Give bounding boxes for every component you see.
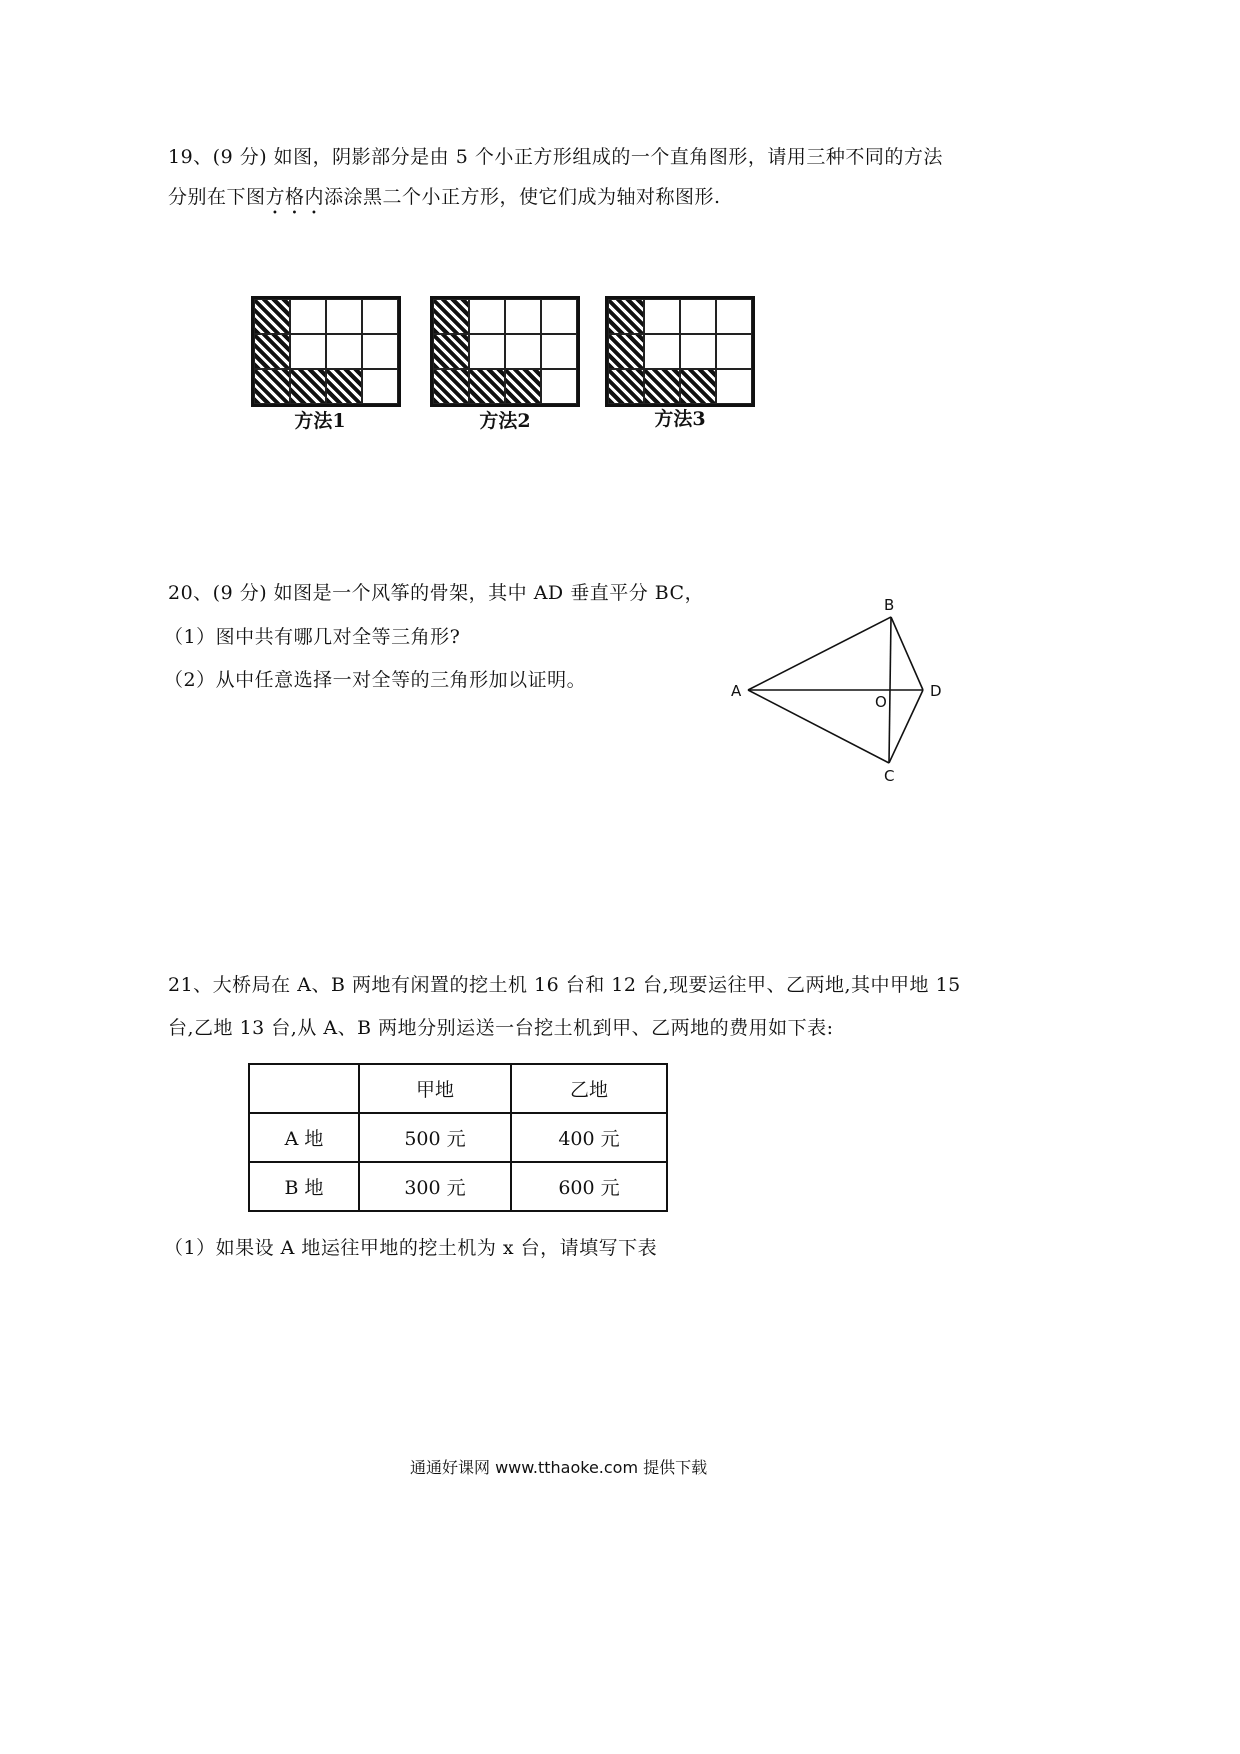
- table-header-cell: 乙地: [511, 1064, 667, 1113]
- q20-sub-1: （1）图中共有哪几对全等三角形?: [164, 626, 461, 648]
- point-D-label: D: [930, 682, 942, 700]
- table-header-cell: [249, 1064, 359, 1113]
- table-cell: B 地: [249, 1162, 359, 1211]
- q21-line-2: 台,乙地 13 台,从 A、B 两地分别运送一台挖土机到甲、乙两地的费用如下表:: [168, 1017, 834, 1039]
- table-row: [249, 1162, 667, 1211]
- cost-table: [248, 1063, 668, 1212]
- q19-line-1: 19、(9 分) 如图，阴影部分是由 5 个小正方形组成的一个直角图形，请用三种不同的方法: [168, 146, 943, 168]
- method-3-caption: 方法3: [654, 408, 706, 430]
- table-header-row: [249, 1064, 667, 1113]
- point-C-label: C: [884, 767, 895, 785]
- page-footer: 通通好课网 www.tthaoke.com 提供下载: [410, 1458, 708, 1477]
- point-A-label: A: [731, 682, 742, 700]
- table-cell: 500 元: [359, 1113, 511, 1162]
- segment-AB: [748, 617, 891, 690]
- table-cell: A 地: [249, 1113, 359, 1162]
- q20-sub-2: （2）从中任意选择一对全等的三角形加以证明。: [164, 669, 587, 691]
- method-2-caption: 方法2: [479, 410, 531, 432]
- method-1-caption: 方法1: [294, 410, 346, 432]
- segment-AC: [748, 690, 889, 763]
- table-cell: 400 元: [511, 1113, 667, 1162]
- segment-BC: [889, 617, 891, 763]
- point-O-label: O: [875, 693, 887, 711]
- q21-line-1: 21、大桥局在 A、B 两地有闲置的挖土机 16 台和 12 台,现要运往甲、乙两地,其中甲地 15: [168, 974, 961, 996]
- point-B-label: B: [884, 596, 895, 614]
- q19-line-2-post: 添涂黑二个小正方形，使它们成为轴对称图形.: [324, 186, 721, 208]
- segment-CD: [889, 690, 923, 763]
- q19-line-2-emphasis: 方格内: [265, 186, 325, 208]
- q21-sub-1: （1）如果设 A 地运往甲地的挖土机为 x 台，请填写下表: [164, 1237, 658, 1259]
- q20-line-1: 20、(9 分) 如图是一个风筝的骨架，其中 AD 垂直平分 BC，: [168, 582, 705, 604]
- table-row: [249, 1113, 667, 1162]
- table-cell: 600 元: [511, 1162, 667, 1211]
- table-header-cell: 甲地: [359, 1064, 511, 1113]
- segment-BD: [891, 617, 923, 690]
- table-cell: 300 元: [359, 1162, 511, 1211]
- q19-line-2-pre: 分别在下图: [168, 186, 266, 208]
